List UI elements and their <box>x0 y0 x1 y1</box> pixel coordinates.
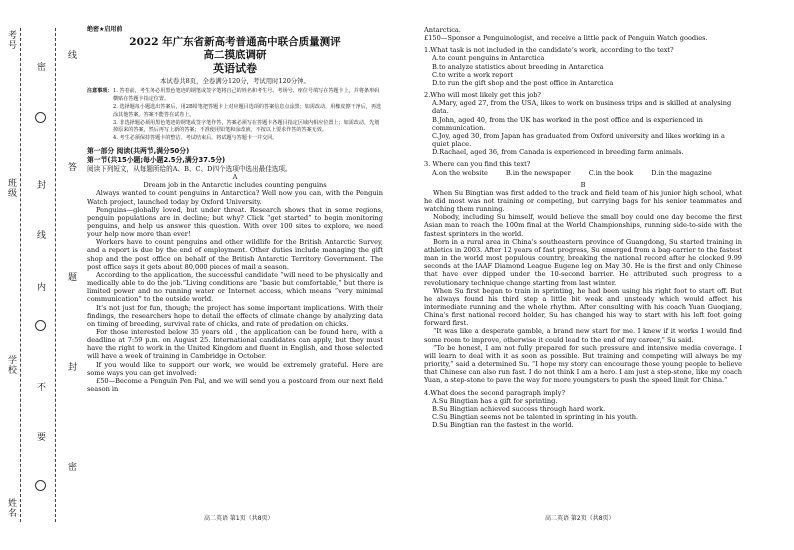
passage-paragraph: Workers have to count penguins and other wildlife for the British Antarctic Survey, and a report is due by the end of employment. Other duties include managing the gift shop and the post office on behalf of the British Antarctic Territory Government. The post office says it gets about 80,000 pieces of mail a season. <box>87 238 383 271</box>
label-class: 班级 <box>6 178 16 198</box>
passage-paragraph: If you would like to support our work, we would be extremely grateful. Here are some ways you can get involved: <box>87 360 383 377</box>
passage-continued: Antarctica. <box>424 26 461 34</box>
question-stem: 1.What task is not included in the candidate’s work, according to the text? <box>424 46 674 55</box>
binding-hole <box>35 112 46 123</box>
notes-item: 1. 答卷前，考生务必用黑色笔迹的钢笔或签字笔将自己的姓名和考生号、考场号、座位号填写在答题卡上，并将条形码横贴在答题卡指定位置。 <box>113 88 380 103</box>
exam-info: 本试卷共8页，全卷满分120分，考试用时120分钟。 <box>160 77 310 86</box>
label-name: 姓名 <box>6 498 16 518</box>
question-option: C.to write a work report <box>432 70 514 79</box>
notes-item: 3. 非选择题必须用黑色笔迹的钢笔或签字笔作答，答案必须写在答题卡各题目指定区域内相应位置上；如需改动，先划掉原来的答案，然后再写上新的答案；不准使用铅笔和涂改液。不按以上要求作答的答案无效。 <box>113 119 380 134</box>
question-option: C.in the book <box>588 168 634 177</box>
passage-paragraph: “To be honest, I am not fully prepared for such pressure and intensive media coverage. I will learn to deal with it as soon as possible. But training and competing will always be my priority,” said a determined Su. “I hope my story can encourage those young people to believe that Chinese can also run fast. I do not think I am a hero. I am just a step-stone, like my coach Yuan, a step-stone to pave the way for more youngsters to push the speed limit for China.” <box>424 343 742 385</box>
passage-paragraph: Nobody, including Su himself, would believe the small boy could one day become the first Asian man to reach the 100m final at the World Championships, running side-to-side with the fastest sprinters in the world. <box>424 213 742 238</box>
question-option: D.to run the gift shop and the post office in Antarctica <box>432 78 614 87</box>
question <box>424 389 742 430</box>
left-column <box>87 26 383 393</box>
question-option: A.Mary, aged 27, from the USA, likes to work on business trips and is skilled at analysing data. <box>432 99 732 116</box>
inline-options <box>424 169 742 177</box>
question-stem: 3. Where can you find this text? <box>424 160 531 169</box>
outer-cut-line <box>20 28 21 522</box>
binding-hole <box>35 320 46 331</box>
cut-word-inner: 密 <box>37 63 47 73</box>
notes-label: 注意事项： <box>87 88 113 95</box>
exam-notes <box>87 88 383 143</box>
question-option: C.Su Bingtian seems not be talented in sprinting in his youth. <box>432 413 639 422</box>
notes-item: 4. 考生必须保持答题卡的整洁。考试结束后，将试题与答题卡一并交回。 <box>113 135 278 142</box>
question <box>424 91 742 156</box>
passage-letter: A <box>232 173 238 182</box>
passage-paragraph: “It was like a desperate gamble, a brand new start for me. I knew if it works I would find some room to improve, otherwise it could lead to the end of my career,” Su said. <box>424 327 742 344</box>
passage-letter: B <box>580 180 586 189</box>
passage-title: Dream job in the Antarctic includes counting penguins <box>143 181 327 190</box>
passage-paragraph: £50—Become a Penguin Pen Pal, and we will send you a postcard from our next field season in <box>87 376 383 394</box>
question-option: C.Joy, aged 30, from Japan has graduated from Oxford university and likes working in a quiet place. <box>432 131 725 149</box>
page-footer-left: 高二英语 第1页（共8页） <box>204 515 274 522</box>
exam-title: 2022 年广东省新高考普通高中联合质量测评 <box>129 36 341 49</box>
passage-paragraph: Always wanted to count penguins in Antarctica? Well now you can, with the Penguin Watch project, launched today by Oxford University. <box>87 189 383 206</box>
right-column <box>424 26 742 429</box>
cut-word-outer: 封 <box>68 363 78 373</box>
cut-word-outer: 密 <box>68 463 78 473</box>
page-footer-right: 高二英语 第2页（共8页） <box>545 515 615 522</box>
question-option: A.on the website <box>432 168 488 177</box>
question-option: A.Su Bingtian has a gift for sprinting. <box>432 396 558 405</box>
binding-hole <box>35 480 46 491</box>
inner-cut-line <box>55 28 56 522</box>
binding-margin <box>0 0 84 550</box>
question-stem: 2.Who will most likely get this job? <box>424 91 541 100</box>
paper-title: 英语试卷 <box>213 62 257 76</box>
notes-item: 2. 选择题每小题选出答案后，用2B铅笔把答题卡上对应题目选项的答案信息点涂黑；如需改动，用橡皮擦干净后，再选涂其他答案。答案不能答在试卷上。 <box>113 103 382 118</box>
question-option: D.Rachael, aged 36, from Canada is experienced in breeding farm animals. <box>432 148 684 157</box>
question-option: D.Su Bingtian ran the fastest in the world. <box>432 421 574 430</box>
question-option: B.John, aged 40, from the UK has worked in the post office and is experienced in communication. <box>432 115 703 132</box>
passage-paragraph: When Su Bingtian was first added to the track and field team of his junior high school, what he did most was not training or competing, but carrying bags for his senior teammates and watching them running. <box>424 188 742 214</box>
passage-paragraph: When Su first began to train in sprinting, he had been using his right foot to start off. But he always found his third step a little bit weak and unsteady which would affect his intermediate running and the whole rhythm. After consulting with his coach Yuan Guoqiang, China's first national record holder, Su has changed his way to start with his left foot going forward first. <box>424 286 742 328</box>
passage-paragraph: It's not just for fun, though; the project has some important implications. With their findings, the researchers hope to detail the effects of climate change by analyzing data on timing of breeding, survival rate of chicks, and rate of predation on chicks. <box>87 303 383 328</box>
question <box>424 46 742 87</box>
question-option: B.Su Bingtian achieved success through hard work. <box>432 404 606 413</box>
cut-word-inner: 要 <box>37 433 47 443</box>
cut-word-inner: 封 <box>37 181 47 191</box>
cut-word-inner: 不 <box>37 383 47 393</box>
question-option: B.to analyze statistics about breeding in Antarctica <box>432 62 604 71</box>
passage-paragraph: Penguins—globally loved, but under threat. Research shows that in some regions, penguin populations are in decline; but why? Click “get started” to begin monitoring penguins, and help us answer this question. With over 100 sites to explore, we need your help now more than ever! <box>87 205 383 239</box>
cut-word-inner: 答 <box>68 163 78 173</box>
cut-word-inner: 线 <box>37 231 47 241</box>
question-option: B.in the newspaper <box>505 168 571 177</box>
passage-paragraph: According to the application, the successful candidate “will need to be physically and medically able to do the job.”Living conditions are “basic but comfortable,” but there is limited power and no running water or Internet access, which means “very minimal communication” to the outside world. <box>87 270 383 304</box>
passage-paragraph: Born in a rural area in China's southeastern province of Guangdong, Su started training in athletics in 2003. After 12 years of fast progress, Su emerged from a bag-carrier to the fastest man in the world most populous country, breaking the national record after he clocked 9.99 seconds at the IAAF Diamond League Eugene leg on May 30. He is the first and only Chinese that have ever dipped under the 10-second barrier. He attributed such progress to a revolutionary technique change starting from last winter. <box>424 237 742 287</box>
confidential-mark: 绝密★启用前 <box>87 26 123 33</box>
passage-continued: £150—Sponsor a Penguinologist, and receive a little pack of Penguin Watch goodies. <box>424 34 708 43</box>
exam-subtitle: 高二摸底调研 <box>203 49 267 62</box>
question-option: A.to count penguins in Antarctica <box>432 54 545 63</box>
section-instruction: 阅读下列短文，从每题所给的A、B、C、D四个选项中选出最佳选项。 <box>87 164 292 173</box>
cut-word-inner: 内 <box>37 283 47 293</box>
question-option: D.in the magazine <box>651 168 712 177</box>
passage-paragraph: For those interested below 35 years old , the application can be found here, with a deadline at 7:59 p.m. on August 25. International candidates can apply, but they must have the right to work in the United Kingdom and fluent in English, and those selected will have a week of training in Cambridge in October. <box>87 328 383 361</box>
part-heading: 第一部分 阅读(共两节,满分50分) <box>87 146 190 155</box>
section-heading: 第一节(共15小题;每小题2.5分,满分37.5分) <box>87 155 226 164</box>
question <box>424 160 742 176</box>
label-school: 学校 <box>6 355 16 375</box>
cut-word-outer: 线 <box>68 51 78 61</box>
label-exam-number: 考号 <box>6 30 16 50</box>
cut-word-inner: 题 <box>68 273 78 283</box>
question-stem: 4.What does the second paragraph imply? <box>424 388 566 397</box>
